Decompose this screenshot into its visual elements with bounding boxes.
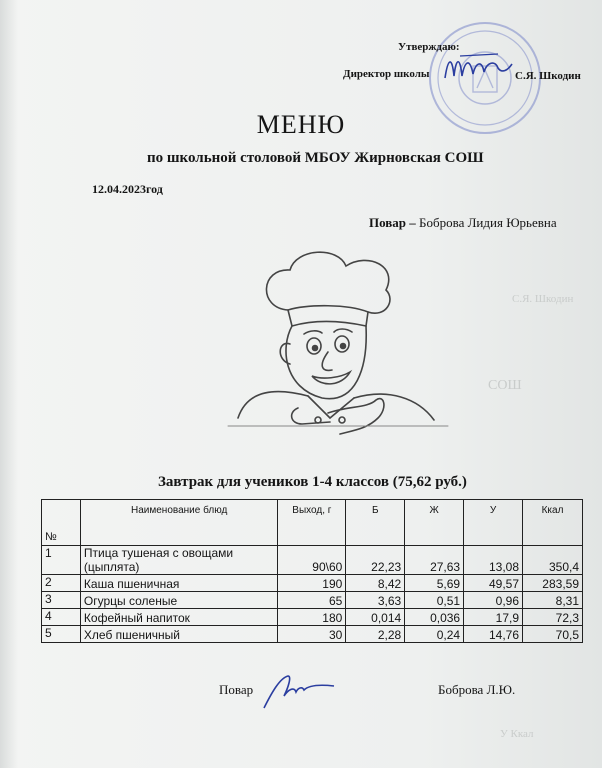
- table-row: [42, 546, 583, 575]
- row-kcal: 8,31: [523, 592, 583, 609]
- row-num: 4: [42, 609, 81, 626]
- row-name: Каша пшеничная: [80, 575, 278, 592]
- menu-date: 12.04.2023год: [92, 182, 163, 196]
- director-name: С.Я. Шкодин: [515, 70, 581, 82]
- row-kcal: 283,59: [523, 575, 583, 592]
- table-header-row: [42, 500, 583, 546]
- row-u: 0,96: [464, 592, 523, 609]
- row-b: 22,23: [346, 546, 405, 575]
- row-kcal: 350,4: [523, 546, 583, 575]
- header-num: №: [42, 500, 81, 546]
- row-num: 3: [42, 592, 81, 609]
- header-name: Наименование блюд: [80, 500, 278, 546]
- page-subtitle: по школьной столовой МБОУ Жирновская СОШ: [147, 150, 484, 166]
- row-name: Огурцы соленые: [80, 592, 278, 609]
- row-b: 0,014: [346, 609, 405, 626]
- bleed-through-text-2: СОШ: [488, 378, 522, 393]
- cook-name: Боброва Лидия Юрьевна: [419, 215, 557, 230]
- row-num: 5: [42, 626, 81, 643]
- footer-sign-name: Боброва Л.Ю.: [438, 682, 516, 697]
- row-name: [80, 546, 278, 575]
- table-row: [42, 575, 583, 592]
- row-zh: 0,51: [405, 592, 464, 609]
- cook-label: Повар –: [369, 215, 416, 230]
- header-yield: Выход, г: [278, 500, 346, 546]
- row-name: Кофейный напиток: [80, 609, 278, 626]
- row-kcal: 70,5: [523, 626, 583, 643]
- row-u: 49,57: [464, 575, 523, 592]
- director-signature-icon: [440, 48, 515, 88]
- director-label: Директор школы: [343, 68, 430, 80]
- row-name-line: (цыплята): [83, 560, 140, 574]
- row-zh: 0,24: [405, 626, 464, 643]
- footer-sign-label: Повар: [219, 682, 254, 697]
- cook-signature-icon: [258, 670, 338, 712]
- row-zh: 0,036: [405, 609, 464, 626]
- header-b: Б: [346, 500, 405, 546]
- row-u: 17,9: [464, 609, 523, 626]
- row-yield: 190: [278, 575, 346, 592]
- section-title: Завтрак для учеников 1-4 классов (75,62 руб.): [158, 474, 467, 490]
- page-title: МЕНЮ: [256, 110, 346, 139]
- row-kcal: 72,3: [523, 609, 583, 626]
- row-num: 1: [42, 546, 81, 575]
- header-zh: Ж: [405, 500, 464, 546]
- table-row: [42, 626, 583, 643]
- row-b: 3,63: [346, 592, 405, 609]
- row-yield: 90\60: [278, 546, 346, 575]
- table-row: [42, 592, 583, 609]
- row-name: Хлеб пшеничный: [80, 626, 278, 643]
- row-yield: 180: [278, 609, 346, 626]
- row-u: 13,08: [464, 546, 523, 575]
- table-row: [42, 609, 583, 626]
- row-b: 8,42: [346, 575, 405, 592]
- header-kcal: Ккал: [523, 500, 583, 546]
- row-zh: 5,69: [405, 575, 464, 592]
- row-zh: 27,63: [405, 546, 464, 575]
- menu-table: [41, 499, 583, 643]
- row-b: 2,28: [346, 626, 405, 643]
- row-u: 14,76: [464, 626, 523, 643]
- header-u: У: [464, 500, 523, 546]
- cook-line: [369, 215, 557, 231]
- row-name-line: Птица тушеная с овощами: [83, 546, 234, 560]
- row-yield: 30: [278, 626, 346, 643]
- bleed-through-text-1: С.Я. Шкодин: [512, 293, 574, 305]
- bleed-through-text-3: У Ккал: [500, 728, 534, 740]
- row-num: 2: [42, 575, 81, 592]
- row-yield: 65: [278, 592, 346, 609]
- approval-label: Утверждаю:: [398, 41, 460, 53]
- chef-illustration-icon: [218, 248, 458, 448]
